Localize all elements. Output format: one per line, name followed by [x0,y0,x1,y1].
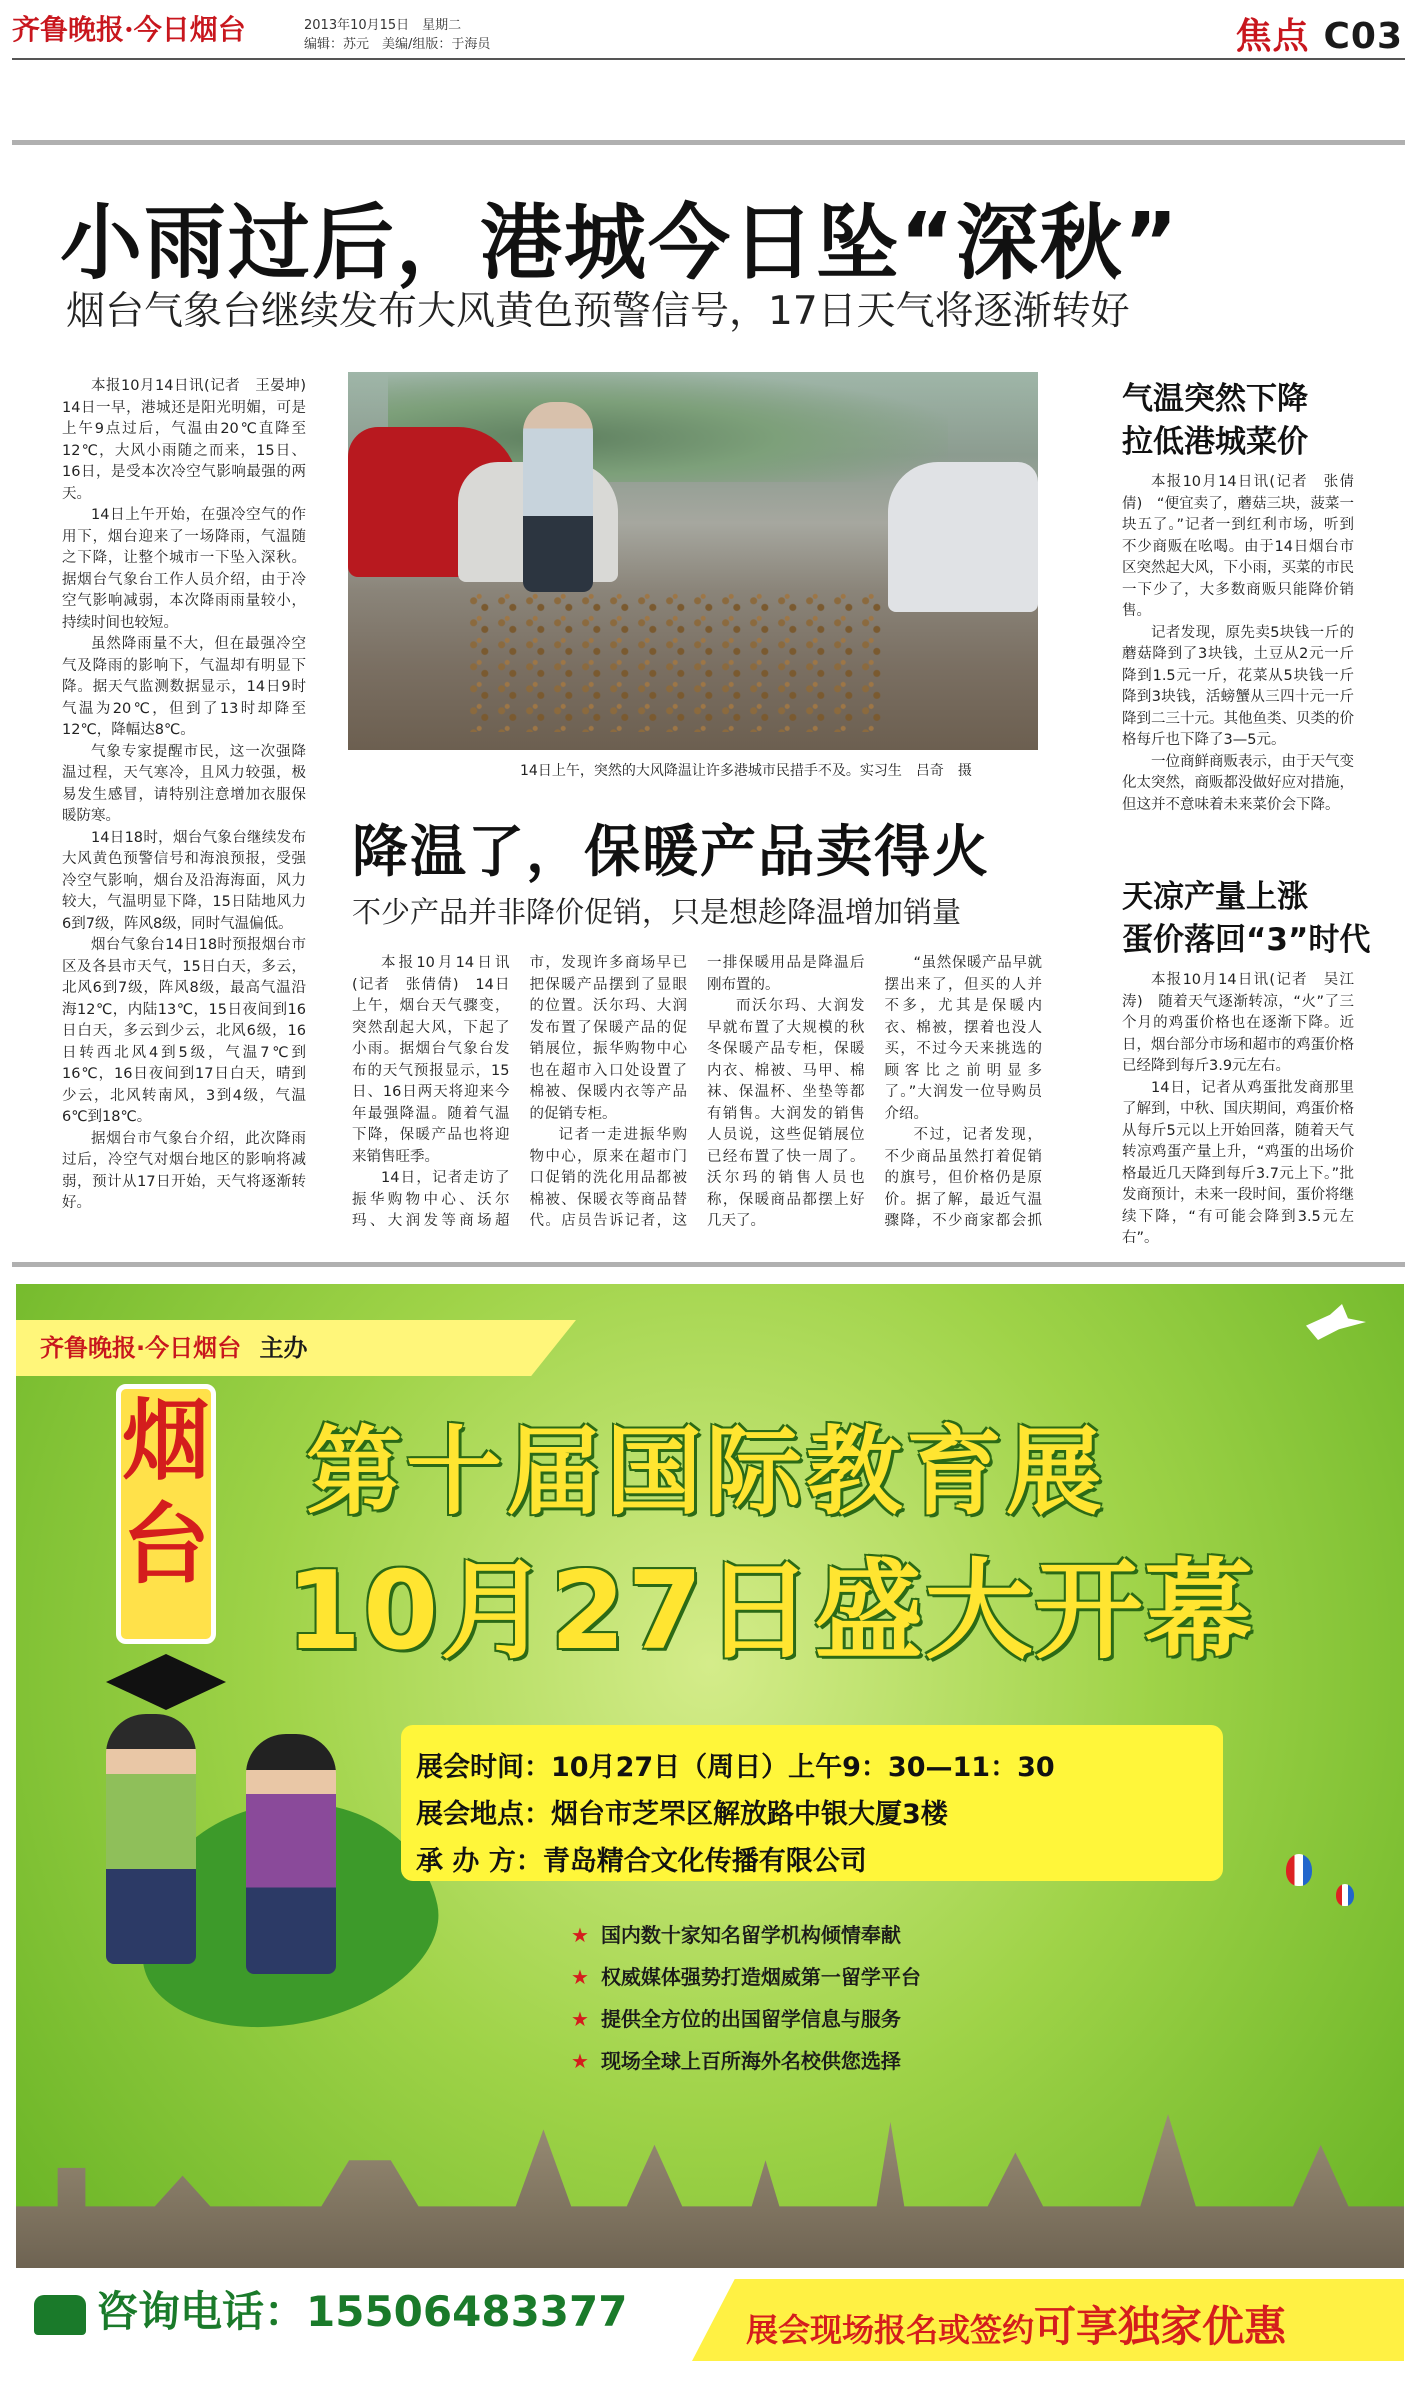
ad-info-value: 10月27日（周日）上午9：30—11：30 [551,1752,1055,1783]
lead-story-column [62,376,306,1246]
ad-bullet [571,1998,921,2040]
ad-info-value: 烟台市芝罘区解放路中银大厦3楼 [551,1799,948,1830]
lead-paragraph: 本报10月14日讯(记者 王晏坤) 14日一早，港城还是阳光明媚，可是上午9点过后，气温由20℃直降至12℃，大风小雨随之而来，15日、16日，是受本次冷空气影响最强的两天。 [62,378,306,502]
star-icon: ★ [571,1965,589,1989]
masthead-paper-name: 齐鲁晚报·今日烟台 [12,13,246,46]
student-boy-illustration [106,1714,196,1964]
news-photo [348,372,1038,750]
ad-bullet-text: 国内数十家知名留学机构倾情奉献 [600,1923,901,1947]
phone-icon [34,2295,86,2335]
ad-bullet-list [571,1914,921,2082]
lead-paragraph: 据烟台市气象台介绍，此次降雨过后，冷空气对烟台地区的影响将减弱，预计从17日开始，天气将逐渐转好。 [62,1130,306,1211]
ad-info [416,1744,1055,1885]
masthead-editor: 编辑：苏元 美编/组版：于海员 [304,37,491,52]
ad-slogan [746,2294,1286,2354]
photo-caption: 14日上午，突然的大风降温让许多港城市民措手不及。实习生 吕奇 摄 [520,763,972,779]
side1-column [1122,472,1354,842]
ad-info-label: 展会时间： [416,1752,551,1783]
masthead-meta [304,16,490,54]
ad-divider [12,1262,1405,1267]
ad-slogan-accent: 可享独家优惠 [1034,2302,1287,2351]
star-icon: ★ [571,1923,589,1947]
ad-info-row [416,1838,1055,1885]
ad-phone [34,2279,627,2339]
graduation-cap-icon [106,1654,226,1724]
ad-info-row [416,1744,1055,1791]
lead-subhead: 烟台气象台继续发布大风黄色预警信号，17日天气将逐渐转好 [66,289,1130,334]
top-divider [12,58,1405,60]
ad-opening-date: 10月27日盛大开幕 [286,1549,1255,1674]
lead-headline: 小雨过后，港城今日坠“深秋” [60,196,1180,291]
ad-bullet-text: 现场全球上百所海外名校供您选择 [600,2049,901,2073]
story2-headline: 降温了，保暖产品卖得火 [352,820,990,885]
education-expo-ad [16,1284,1404,2370]
ad-bullet [571,2040,921,2082]
masthead-section [1235,8,1403,59]
side1-paragraph: 一位商鲜商贩表示，由于天气变化太突然，商贩都没做好应对措施，但这并不意味着未来菜价会下降。 [1122,753,1354,813]
side2-headline-line: 天凉产量上涨 [1122,879,1308,915]
side2-paragraph: 本报10月14日讯(记者 吴江涛) 随着天气逐渐转凉，“火”了三个月的鸡蛋价格也在逐渐下降。近日，烟台部分市场和超市的鸡蛋价格已经降到每斤3.9元左右。 [1122,972,1354,1074]
side1-paragraph: 记者发现，原先卖5块钱一斤的蘑菇降到了3块钱，土豆从2元一斤降到1.5元一斤，花菜从5块钱一斤降到3块钱，活螃蟹从三四十元一斤降到二三十元。其他鱼类、贝类的价格每斤也下降了3—5元。 [1122,624,1354,748]
world-landmarks-skyline [16,2114,1404,2268]
balloon-icon [1336,1884,1354,1906]
ad-organizer-role: 主办 [259,1334,308,1362]
balloon-icon [1286,1854,1312,1886]
ad-city-badge: 烟台 [116,1384,216,1644]
header-divider [12,140,1405,145]
side1-headline-line: 拉低港城菜价 [1122,424,1308,460]
side2-headline-line: 蛋价落回“3”时代 [1122,922,1371,958]
ad-slogan-main: 展会现场报名或签约 [746,2311,1035,2349]
photo-pedestrian [523,402,593,592]
story2-paragraph: 14日，记者走访了振华购物中心、沃尔玛、大润发等商场超市，发现许多商场早已把保暖产品摆到了显眼的位置。沃尔玛、大润发布置了保暖产品的促销展位，振华购物中心也在超市入口处设置了棉被、保暖内衣等产品的促销专柜。 [352,955,687,1229]
page-number: C03 [1323,16,1403,57]
side1-paragraph: 本报10月14日讯(记者 张倩倩) “便宜卖了，蘑菇三块，菠菜一块五了。”记者一到红利市场，听到不少商贩在吆喝。由于14日烟台市区突然起大风，下小雨，买菜的市民一下少了，大多数商贩只能降价销售。 [1122,474,1354,619]
ad-info-value: 青岛精合文化传播有限公司 [542,1846,867,1877]
story2-paragraph: 记者一走进振华购物中心，原来在超市门口促销的洗化用品都被棉被、保暖衣等商品替代。店员告诉记者，这一排保暖用品是降温后刚布置的。 [529,955,865,1229]
ad-phone-label: 咨询电话： [96,2287,307,2336]
ad-info-label: 展会地点： [416,1799,551,1830]
star-icon: ★ [571,2007,589,2031]
lead-paragraph: 烟台气象台14日18时预报烟台市区及各县市天气，15日白天，多云，北风6到7级，阵风8级，最高气温沿海12℃，内陆13℃，15日夜间到16日白天，多云到少云，北风6级，16日转西北风4到5级，气温7℃到16℃，16日夜间到17日白天，晴到少云，北风转南风，3到4级，气温6℃到18℃。 [62,937,306,1125]
ad-title: 第十届国际教育展 [306,1416,1106,1528]
story2-paragraph: 本报10月14日讯(记者 张倩倩) 14日上午，烟台天气骤变，突然刮起大风，下起了小雨。据烟台气象台发布的天气预报显示，15日、16日两天将迎来今年最强降温。随着气温下降，保暖产品也将迎来销售旺季。 [352,955,510,1165]
story2-subhead: 不少产品并非降价促销，只是想趁降温增加销量 [352,895,962,929]
ad-organizer [40,1328,307,1363]
ad-info-row [416,1791,1055,1838]
dove-icon [1306,1304,1366,1340]
photo-right-car [888,462,1038,612]
ad-bullet-text: 提供全方位的出国留学信息与服务 [600,2007,901,2031]
story2-paragraph: 不过，记者发现，不少商品虽然打着促销的旗号，但价格仍是原价。据了解，最近气温骤降，不少商家都会抓 [884,1127,1042,1229]
side1-headline-line: 气温突然下降 [1122,381,1308,417]
story2-paragraph: 而沃尔玛、大润发早就布置了大规模的秋冬保暖产品专柜，保暖内衣、棉被、马甲、棉袜、保温杯、坐垫等都有销售。大润发的销售人员说，这些促销展位已经布置了快一周了。沃尔玛的销售人员也称，保暖商品都摆上好几天了。 [707,998,865,1229]
side1-headline [1122,378,1308,464]
story2-paragraph: “虽然保暖产品早就摆出来了，但买的人并不多，尤其是保暖内衣、棉被，摆着也没人买，不过今天来挑选的顾客比之前明显多了。”大润发一位导购员介绍。 [884,955,1042,1122]
star-icon: ★ [571,2049,589,2073]
lead-paragraph: 虽然降雨量不大，但在最强冷空气及降雨的影响下，气温却有明显下降。据天气监测数据显示，14日9时气温为20℃，但到了13时却降至12℃，降幅达8℃。 [62,636,306,738]
lead-paragraph: 气象专家提醒市民，这一次强降温过程，天气寒冷，且风力较强，极易发生感冒，请特别注意增加衣服保暖防寒。 [62,743,306,824]
side2-paragraph: 14日，记者从鸡蛋批发商那里了解到，中秋、国庆期间，鸡蛋价格从每斤5元以上开始回落，随着天气转凉鸡蛋产量上升，“鸡蛋的出场价格最近几天降到每斤3.7元上下。”批发商预计，未来一段时间，蛋价将继续下降，“有可能会降到3.5元左右”。 [1122,1079,1354,1246]
section-name: 焦点 [1235,16,1310,57]
side2-column [1122,970,1354,1250]
ad-bullet-text: 权威媒体强势打造烟威第一留学平台 [600,1965,921,1989]
ad-organizer-name: 齐鲁晚报·今日烟台 [40,1334,242,1362]
lead-paragraph: 14日上午开始，在强冷空气的作用下，烟台迎来了一场降雨，气温随之下降，让整个城市一下坠入深秋。据烟台气象台工作人员介绍，由于冷空气影响减弱，本次降雨雨量较小，持续时间也较短。 [62,507,306,631]
ad-phone-number: 15506483377 [306,2287,628,2336]
photo-blowing-leaves [468,592,888,732]
lead-paragraph: 14日18时，烟台气象台继续发布大风黄色预警信号和海浪预报，受强冷空气影响，烟台及沿海海面，风力较大，气温明显下降，15日陆地风力6到7级，阵风8级，同时气温偏低。 [62,829,306,932]
ad-bullet [571,1956,921,1998]
ad-bullet [571,1914,921,1956]
masthead-date: 2013年10月15日 星期二 [304,18,462,33]
student-girl-illustration [246,1734,336,1974]
ad-info-label: 承 办 方： [416,1846,543,1877]
story2-columns [352,953,1042,1251]
side2-headline [1122,876,1370,962]
